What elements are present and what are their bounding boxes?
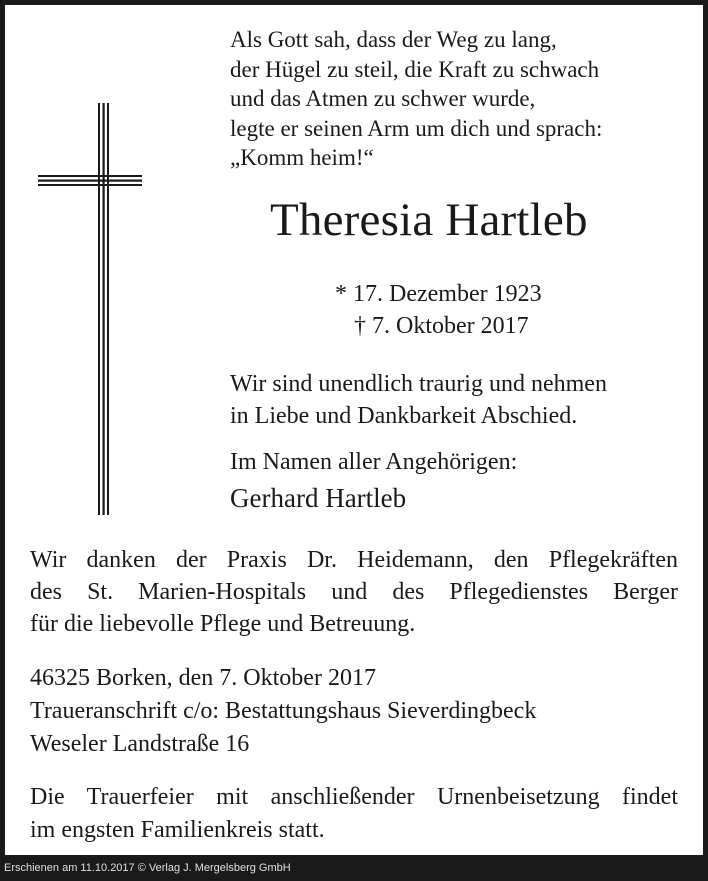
deceased-name: Theresia Hartleb — [270, 194, 588, 246]
cross-icon — [38, 103, 142, 515]
mourning-line: in Liebe und Dankbarkeit Abschied. — [230, 403, 578, 429]
obituary-notice — [5, 5, 703, 855]
poem-line: Als Gott sah, dass der Weg zu lang, — [230, 27, 557, 52]
place-date: 46325 Borken, den 7. Oktober 2017 — [30, 665, 376, 691]
poem-line: der Hügel zu steil, die Kraft zu schwach — [230, 56, 600, 82]
service-line: Die Trauerfeier mit anschließender Urnenbeisetzung findet — [30, 784, 678, 810]
thanks-line: des St. Marien-Hospitals und des Pflegedienstes Berger — [30, 579, 678, 605]
signer-name: Gerhard Hartleb — [230, 483, 407, 513]
service-line: im engsten Familienkreis statt. — [30, 817, 325, 843]
street-address: Weseler Landstraße 16 — [30, 731, 250, 757]
contact-address: Traueranschrift c/o: Bestattungshaus Sieverdingbeck — [30, 698, 537, 724]
thanks-line: Wir danken der Praxis Dr. Heidemann, den Pflegekräften — [30, 547, 678, 573]
poem-line: „Komm heim!“ — [230, 145, 374, 170]
on-behalf-text: Im Namen aller Angehörigen: — [230, 449, 518, 475]
mourning-text — [230, 368, 607, 432]
poem-line: legte er seinen Arm um dich und sprach: — [230, 115, 603, 141]
thanks-line: für die liebevolle Pflege und Betreuung. — [30, 611, 416, 637]
poem — [230, 25, 602, 173]
death-date: † 7. Oktober 2017 — [354, 313, 529, 339]
thanks-paragraph — [30, 544, 678, 640]
publication-footer: Erschienen am 11.10.2017 © Verlag J. Mergelsberg GmbH — [4, 862, 291, 874]
poem-line: und das Atmen zu schwer wurde, — [230, 86, 536, 111]
service-paragraph — [30, 781, 678, 847]
birth-date: * 17. Dezember 1923 — [335, 281, 542, 307]
mourning-line: Wir sind unendlich traurig und nehmen — [230, 371, 607, 397]
address-block — [30, 662, 536, 761]
